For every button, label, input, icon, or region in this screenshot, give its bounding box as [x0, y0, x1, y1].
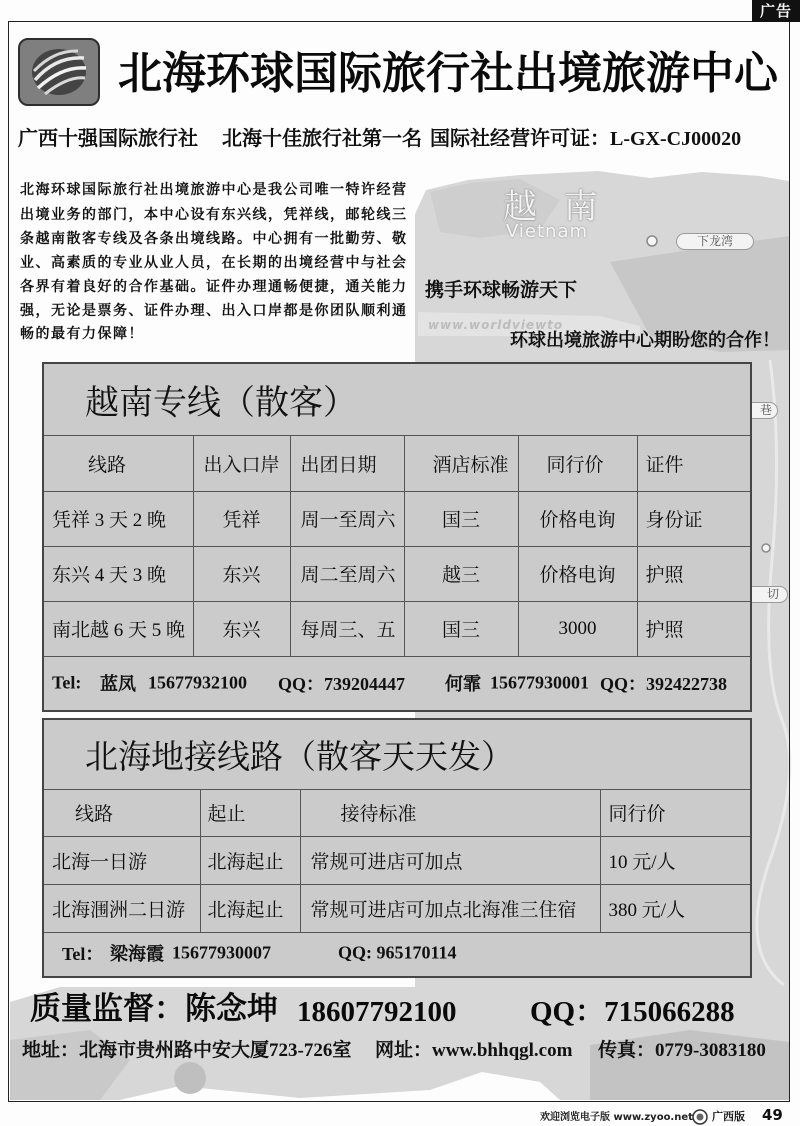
contact-name: 梁海霞	[110, 944, 164, 965]
cell-route: 北海一日游	[44, 836, 200, 884]
ad-label-tab: 广告	[752, 0, 800, 22]
contact-cell	[44, 656, 750, 709]
slogan-secondary: 环球出境旅游中心期盼您的合作！	[510, 330, 780, 351]
beihai-table-grid	[44, 790, 750, 974]
contact-row	[44, 656, 750, 709]
vietnam-tour-table	[42, 362, 752, 712]
supervision-label: 质量监督：	[30, 991, 185, 1026]
header-hotel-standard: 酒店标准	[404, 436, 518, 491]
cell-route: 南北越 6 天 5 晚	[44, 601, 193, 656]
magazine-logo-icon	[692, 1109, 708, 1125]
contact-qq: QQ: 965170114	[338, 942, 457, 963]
intro-line: 强，无论是票务、证件办理、出入口岸都是你团队顺利通	[20, 303, 408, 319]
cell-trade-price: 10 元/人	[600, 836, 750, 884]
intro-line: 条越南散客专线及各条出境线路。中心拥有一批勤劳、敬	[20, 231, 408, 247]
supervision-contact	[30, 988, 278, 1030]
license-number: L-GX-CJ00020	[610, 128, 742, 150]
cell-start-end: 北海起止	[200, 836, 300, 884]
company-address: 地址：北海市贵州路中安大厦723-726室	[22, 1040, 352, 1061]
cell-port: 东兴	[193, 546, 290, 601]
map-marker-dot-halong	[647, 236, 657, 246]
map-place-label: 巷	[742, 402, 778, 419]
cell-document: 护照	[637, 546, 750, 601]
tel-label: Tel:	[52, 672, 82, 693]
table-row	[44, 884, 750, 932]
cell-route: 北海涠洲二日游	[44, 884, 200, 932]
cell-route: 凭祥 3 天 2 晚	[44, 491, 193, 546]
cell-departure-days: 每周三、五	[290, 601, 404, 656]
cell-departure-days: 周二至周六	[290, 546, 404, 601]
header-trade-price: 同行价	[518, 436, 637, 491]
table-row	[44, 546, 750, 601]
table-row	[44, 836, 750, 884]
globe-logo-icon	[18, 38, 100, 106]
header-start-end: 起止	[200, 790, 300, 836]
contact-qq: QQ：739204447	[278, 673, 406, 694]
contact-cell	[44, 932, 750, 974]
intro-line: 北海环球国际旅行社出境旅游中心是我公司唯一特许经营	[20, 182, 408, 198]
map-marker-dot-right	[762, 544, 770, 552]
cell-trade-price: 3000	[518, 601, 637, 656]
contact-info	[44, 933, 750, 975]
table-header-row	[44, 790, 750, 836]
map-marker-dot-bottom	[174, 1062, 206, 1094]
intro-line: 业、高素质的专业从业人员，在长期的出境经营中与社会	[20, 255, 408, 271]
header-route: 线路	[44, 790, 200, 836]
contact-phone: 15677930001	[490, 672, 589, 693]
page-number: 49	[762, 1106, 783, 1124]
cell-hotel-standard: 越三	[404, 546, 518, 601]
intro-line: 各界有着良好的合作基础。证件办理通畅便捷，通关能力	[20, 279, 408, 295]
vietnam-table-title: 越南专线（散客）	[44, 364, 750, 436]
map-place-halong-bay: 下龙湾	[676, 233, 754, 250]
header-route: 线路	[44, 436, 193, 491]
supervision-phone: 18607792100	[297, 996, 457, 1028]
cell-service-standard: 常规可进店可加点北海准三住宿	[300, 884, 600, 932]
contact-name: 何霏	[445, 673, 481, 694]
contact-name: 蓝凤	[100, 673, 136, 694]
table-header-row	[44, 436, 750, 491]
footer-welcome: 欢迎浏览电子版 www.zyoo.net	[540, 1112, 693, 1123]
supervision-qq: QQ：715066288	[530, 996, 735, 1028]
cell-route: 东兴 4 天 3 晚	[44, 546, 193, 601]
cell-trade-price: 价格电询	[518, 491, 637, 546]
header-trade-price: 同行价	[600, 790, 750, 836]
contact-phone: 15677930007	[172, 942, 271, 963]
page-title: 北海环球国际旅行社出境旅游中心	[118, 48, 778, 99]
subtitle-ranking: 广西十强国际旅行社	[18, 128, 198, 150]
map-place-label: 切	[742, 586, 788, 603]
intro-line: 畅的最有力保障！	[20, 326, 144, 342]
cell-document: 护照	[637, 601, 750, 656]
map-watermark: www.worldviewto	[428, 318, 564, 332]
cell-hotel-standard: 国三	[404, 491, 518, 546]
tel-label: Tel：	[62, 944, 104, 965]
contact-phone: 15677932100	[148, 672, 247, 693]
company-fax: 传真：0779-3083180	[598, 1040, 766, 1061]
cell-document: 身份证	[637, 491, 750, 546]
header-service-standard: 接待标准	[300, 790, 600, 836]
cell-trade-price: 380 元/人	[600, 884, 750, 932]
cell-departure-days: 周一至周六	[290, 491, 404, 546]
map-country-name-cn: 越 南	[503, 187, 606, 227]
footer-edition: 广西版	[712, 1110, 745, 1123]
cell-port: 凭祥	[193, 491, 290, 546]
beihai-tour-table	[42, 718, 752, 978]
contact-qq: QQ：392422738	[600, 673, 728, 694]
intro-line: 出境业务的部门，本中心设有东兴线，凭祥线，邮轮线三	[20, 207, 408, 223]
cell-trade-price: 价格电询	[518, 546, 637, 601]
cell-service-standard: 常规可进店可加点	[300, 836, 600, 884]
license-label: 国际社经营许可证：	[430, 128, 610, 150]
beihai-table-title: 北海地接线路（散客天天发）	[44, 720, 750, 790]
subtitle-award: 北海十佳旅行社第一名	[222, 128, 422, 150]
contact-info	[44, 657, 750, 710]
cell-start-end: 北海起止	[200, 884, 300, 932]
table-row	[44, 491, 750, 546]
supervision-name: 陈念坤	[185, 991, 278, 1026]
contact-row	[44, 932, 750, 974]
header-port: 出入口岸	[193, 436, 290, 491]
table-row	[44, 601, 750, 656]
map-country-name-en: Vietnam	[506, 221, 589, 242]
cell-hotel-standard: 国三	[404, 601, 518, 656]
company-website: 网址：www.bhhqgl.com	[375, 1040, 573, 1061]
header-document: 证件	[637, 436, 750, 491]
cell-port: 东兴	[193, 601, 290, 656]
vietnam-table-grid	[44, 436, 750, 709]
slogan-primary: 携手环球畅游天下	[425, 279, 578, 301]
subtitle-license	[430, 124, 741, 154]
header-departure-days: 出团日期	[290, 436, 404, 491]
